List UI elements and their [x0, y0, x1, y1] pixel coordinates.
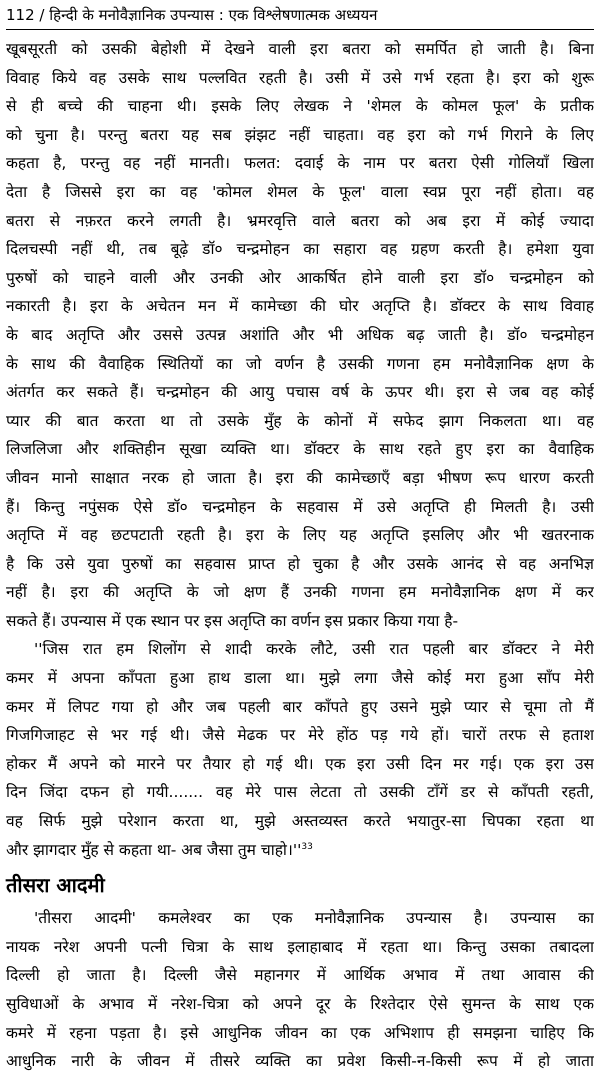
text-line: खूबसूरती को उसकी बेहोशी में देखने वाली इरा बतरा को समर्पित हो जाती है। बिना — [6, 40, 594, 58]
quote-line: गिजगिजाहट से भर गई थी। जैसे मेढक पर मेरे होंठ पड़ गये हों। चारों तरफ से हताश — [6, 726, 594, 745]
text-line: प्यार की बात करता था तो उसके मुँह के कोनों में सफेद झाग निकलता था। वह — [6, 411, 594, 430]
quote-line: दिन जिंदा दफन हो गयी....... वह मेरे पास लेटता तो उसकी टाँगें डर से काँपती रहती, — [6, 783, 594, 802]
text-line: के बाद अतृप्ति और उससे उत्पन्न अशांति और भी अधिक बढ़ जाती है। डॉ० चन्द्रमोहन — [6, 325, 594, 344]
quote-line: कमर में लिपट गया हो और जब पहली बार काँपते हुए उसने मुझे प्यार से चूमा तो मैं — [6, 697, 594, 716]
paragraph-2 — [6, 904, 594, 1076]
text-line: नायक नरेश अपनी पत्नी चित्रा के साथ इलाहाबाद में रहता था। किन्तु उसका तबादला — [6, 937, 594, 956]
text-line: पुरुषों को चाहने वाली और उनकी ओर आकर्षित होने वाली इरा डॉ० चन्द्रमोहन को — [6, 268, 594, 287]
text-line: लिजलिजा और शक्तिहीन सूखा व्यक्ति था। डॉक्टर के साथ रहते हुए इरा का वैवाहिक — [6, 440, 594, 459]
text-line: 'तीसरा आदमी' कमलेश्वर का एक मनोवैज्ञानिक उपन्यास है। उपन्यास का — [34, 909, 594, 928]
text-line: विवाह किये वह उसके साथ पल्लवित रहती है। उसी में उसे गर्भ रहता है। इरा को शुरू — [6, 68, 594, 87]
text-line: देता है जिससे इरा का वह 'कोमल शेमल के फूल' वाला स्वप्न पूरा नहीं होता। वह — [6, 182, 594, 201]
text-line: दिल्ली हो जाता है। दिल्ली जैसे महानगर में आर्थिक अभाव में तथा आवास की — [6, 966, 594, 985]
text-line: अंतर्गत कर सकते हैं। चन्द्रमोहन की आयु पचास वर्ष के ऊपर थी। इरा से जब वह कोई — [6, 383, 594, 402]
quote-line-last — [6, 836, 594, 865]
text-line: कमरे में रहना पड़ता है। इसे आधुनिक जीवन का एक अभिशाप ही समझना चाहिए कि — [6, 1023, 594, 1042]
paragraph-1 — [6, 35, 594, 635]
section-heading: तीसरा आदमी — [6, 873, 105, 898]
text-line: हैं। किन्तु नपुंसक ऐसे डॉ० चन्द्रमोहन के सहवास में उसे अतृप्ति ही मिलती है। उसी — [6, 497, 594, 516]
text-line: सुविधाओं के अभाव में नरेश-चित्रा को अपने दूर के रिश्तेदार ऐसे सुमन्त के साथ एक — [6, 995, 594, 1013]
text-line: नहीं है। इरा की अतृप्ति के जो क्षण हैं उनकी गणना हम मनोवैज्ञानिक क्षण में कर — [6, 583, 594, 602]
quote-line: होकर मैं अपने को मारने पर तैयार हो गई थी। एक इरा उसी दिन मर गई। एक इरा उस — [6, 754, 594, 773]
running-header: 112 / हिन्दी के मनोवैज्ञानिक उपन्यास : एक विश्लेषणात्मक अध्ययन — [6, 4, 594, 30]
quote-line: कमर में अपना काँपता हुआ हाथ डाला था। मुझे लगा जैसे कोई मरा हुआ साँप मेरी — [6, 669, 594, 688]
quote-line: वह सिर्फ मुझे परेशान करता था, मुझे अस्तव्यस्त करते भयातुर-सा चिपका रहता था — [6, 812, 594, 831]
text-line: के साथ की वैवाहिक स्थितियों का जो वर्णन है उसकी गणना हम मनोवैज्ञानिक क्षण के — [6, 354, 594, 373]
text-line: दिलचस्पी नहीं थी, तब बूढ़े डॉ० चन्द्रमोहन का सहारा वह ग्रहण करती है। हमेशा युवा — [6, 240, 594, 259]
quote-line: ''जिस रात हम शिलोंग से शादी करके लौटे, उसी रात पहली बार डॉक्टर ने मेरी — [34, 640, 594, 659]
book-page — [6, 4, 594, 1076]
quote-text: और झागदार मुँह से कहता था- अब जैसा तुम चाहो।'' — [6, 840, 302, 859]
text-line: से ही बच्चे की चाहना थी। इसके लिए लेखक ने 'शेमल के कोमल फूल' के प्रतीक — [6, 97, 594, 116]
block-quote — [6, 635, 594, 864]
text-line: को चुना है। परन्तु बतरा यह सब झंझट नहीं चाहता। वह इरा को गर्भ गिराने के लिए — [6, 125, 594, 144]
text-line: बतरा से नफ़रत करने लगती है। भ्रमरवृत्ति वाले बतरा को अब इरा में कोई ज्यादा — [6, 211, 594, 230]
text-line: है कि उसे युवा पुरुषों का सहवास प्राप्त हो चुका है और उसके आनंद से वह अनभिज्ञ — [6, 554, 594, 573]
text-line: नकारती है। इरा के अचेतन मन में कामेच्छा की घोर अतृप्ति है। डॉक्टर के साथ विवाह — [6, 297, 594, 316]
text-line: आधुनिक नारी के जीवन में तीसरे व्यक्ति का प्रवेश किसी-न-किसी रूप में हो जाता — [6, 1052, 594, 1071]
text-line: जीवन मानो साक्षात नरक हो जाता है। इरा की कामेच्छाएँ बड़ा भीषण रूप धारण करती — [6, 468, 594, 487]
footnote-marker: 33 — [301, 841, 313, 852]
text-line: कहता है, परन्तु वह नहीं मानती। फलत: दवाई के नाम पर बतरा ऐसी गोलियाँ खिला — [6, 154, 594, 173]
text-line: अतृप्ति में वह छटपटाती रहती है। इरा के लिए यह अतृप्ति इसलिए और भी खतरनाक — [6, 526, 594, 545]
text-line: सकते हैं। उपन्यास में एक स्थान पर इस अतृप्ति का वर्णन इस प्रकार किया गया है- — [6, 611, 459, 630]
